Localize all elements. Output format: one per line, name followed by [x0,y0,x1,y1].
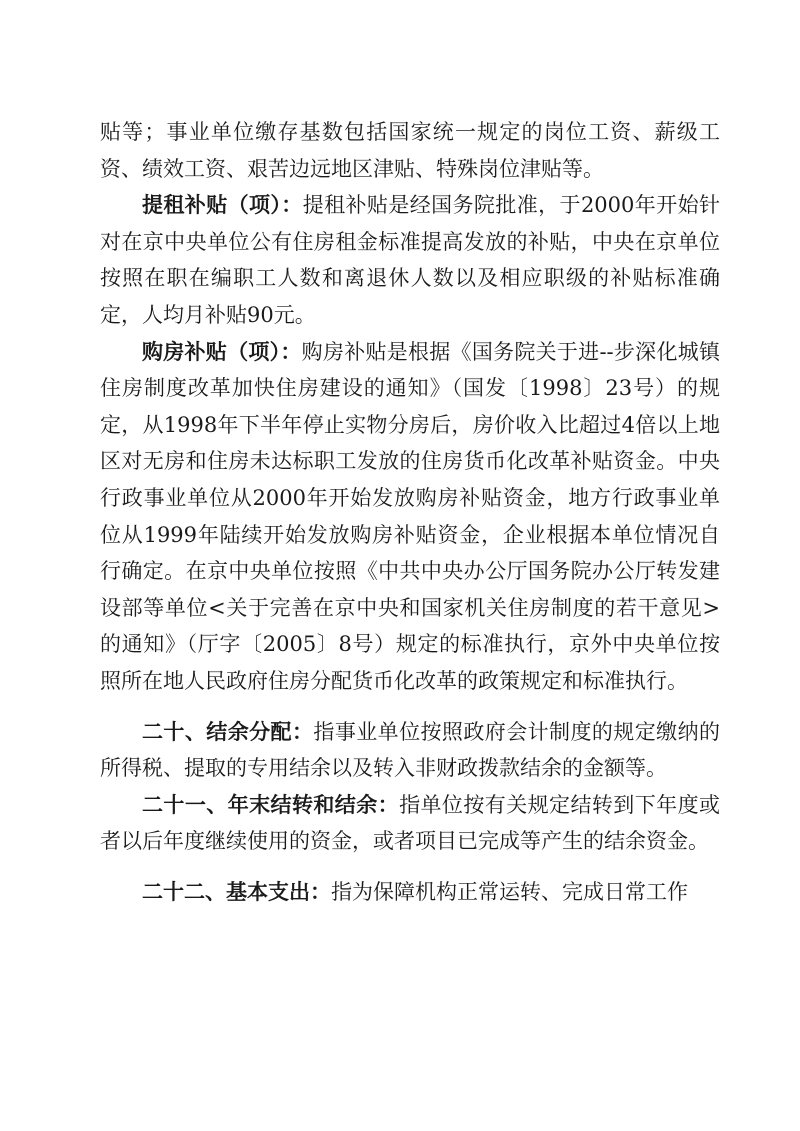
paragraph-heading: 二十一、年末结转和结余： [142,791,400,817]
paragraph-heading: 二十二、基本支出： [142,878,331,904]
paragraph-heading: 提租补贴（项）： [142,192,303,218]
paragraph-text: 指事业单位按照政府会计制度的规定缴纳的所得税、提取的专用结余以及转入非财政拨款结余的金额等。 [100,719,721,781]
paragraph-heading: 二十、结余分配： [142,718,314,744]
paragraph-surplus-distribution [100,714,720,787]
paragraph-basic-expenditure [100,874,720,911]
paragraph-heading: 购房补贴（项）： [142,338,302,364]
paragraph-text: 提租补贴是经国务院批准，于2000年开始针对在京中央单位公有住房租金标准提高发放的补贴，中央在京单位按照在职在编职工人数和离退休人数以及相应职级的补贴标准确定，人均月补贴90元。 [100,193,720,327]
paragraph-rent-subsidy [100,187,720,333]
paragraph-text: 指单位按有关规定结转到下年度或者以后年度继续使用的资金，或者项目已完成等产生的结余资金。 [100,792,720,854]
paragraph-year-end-carryover [100,787,720,860]
paragraph-text: 购房补贴是根据《国务院关于进--步深化城镇住房制度改革加快住房建设的通知》（国发〔1998〕23号）的规定，从1998年下半年停止实物分房后，房价收入比超过4倍以上地区对无房和住房未达标职工发放的住房货币化改革补贴资金。中央行政事业单位从2000年开始发放购房补贴资金，地方行政事业单位从1999年陆续开始发放购房补贴资金，企业根据本单位情况自行确定。在京中央单位按照《中共中央办公厅国务院办公厅转发建设部等单位<关于完善在京中央和国家机关住房制度的若干意见>的通知》（厅字〔2005〕8号）规定的标准执行，京外中央单位按照所在地人民政府住房分配货币化改革的政策规定和标准执行。 [100,339,720,693]
paragraph-text: 指为保障机构正常运转、完成日常工作 [331,879,688,904]
document-body [100,114,720,910]
paragraph-housing-fund-base [100,114,720,187]
paragraph-purchase-subsidy [100,334,720,700]
paragraph-text: 贴等；事业单位缴存基数包括国家统一规定的岗位工资、薪级工资、绩效工资、艰苦边远地区津贴、特殊岗位津贴等。 [100,120,720,181]
